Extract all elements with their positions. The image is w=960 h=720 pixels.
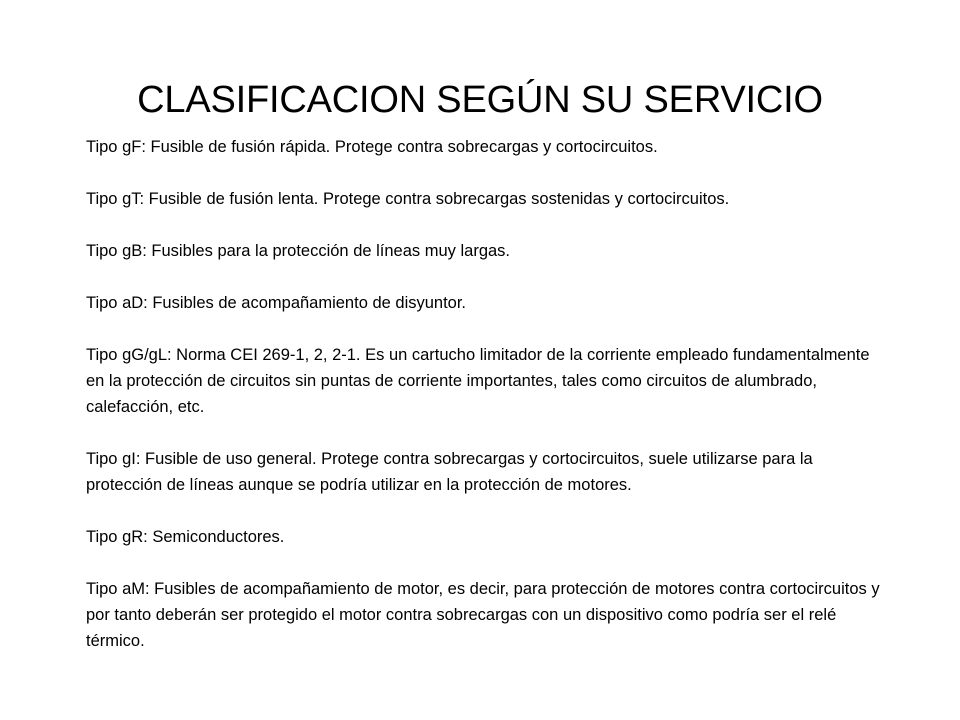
fuse-type-am: Tipo aM: Fusibles de acompañamiento de motor, es decir, para protección de motores contra cortocircuitos y por tanto deberán ser protegido el motor contra sobrecargas con un dispositivo como podría ser el relé térmico.: [86, 580, 880, 650]
fuse-type-ad: Tipo aD: Fusibles de acompañamiento de disyuntor.: [86, 294, 467, 312]
fuse-type-gg-gl: Tipo gG/gL: Norma CEI 269-1, 2, 2-1. Es un cartucho limitador de la corriente empleado fundamentalmente en la protección de circuitos sin puntas de corriente importantes, tales como circuitos de alumbrado, calefacción, etc.: [86, 346, 870, 416]
fuse-type-gr: Tipo gR: Semiconductores.: [86, 528, 285, 546]
fuse-type-gi: Tipo gI: Fusible de uso general. Protege contra sobrecargas y cortocircuitos, suele utilizarse para la protección de líneas aunque se podría utilizar en la protección de motores.: [86, 450, 813, 494]
fuse-type-list: [86, 134, 886, 654]
slide-title: CLASIFICACION SEGÚN SU SERVICIO: [137, 79, 823, 121]
fuse-type-gf: Tipo gF: Fusible de fusión rápida. Protege contra sobrecargas y cortocircuitos.: [86, 138, 658, 156]
fuse-type-gb: Tipo gB: Fusibles para la protección de líneas muy largas.: [86, 242, 511, 260]
fuse-type-gt: Tipo gT: Fusible de fusión lenta. Protege contra sobrecargas sostenidas y cortocircuitos.: [86, 190, 730, 208]
